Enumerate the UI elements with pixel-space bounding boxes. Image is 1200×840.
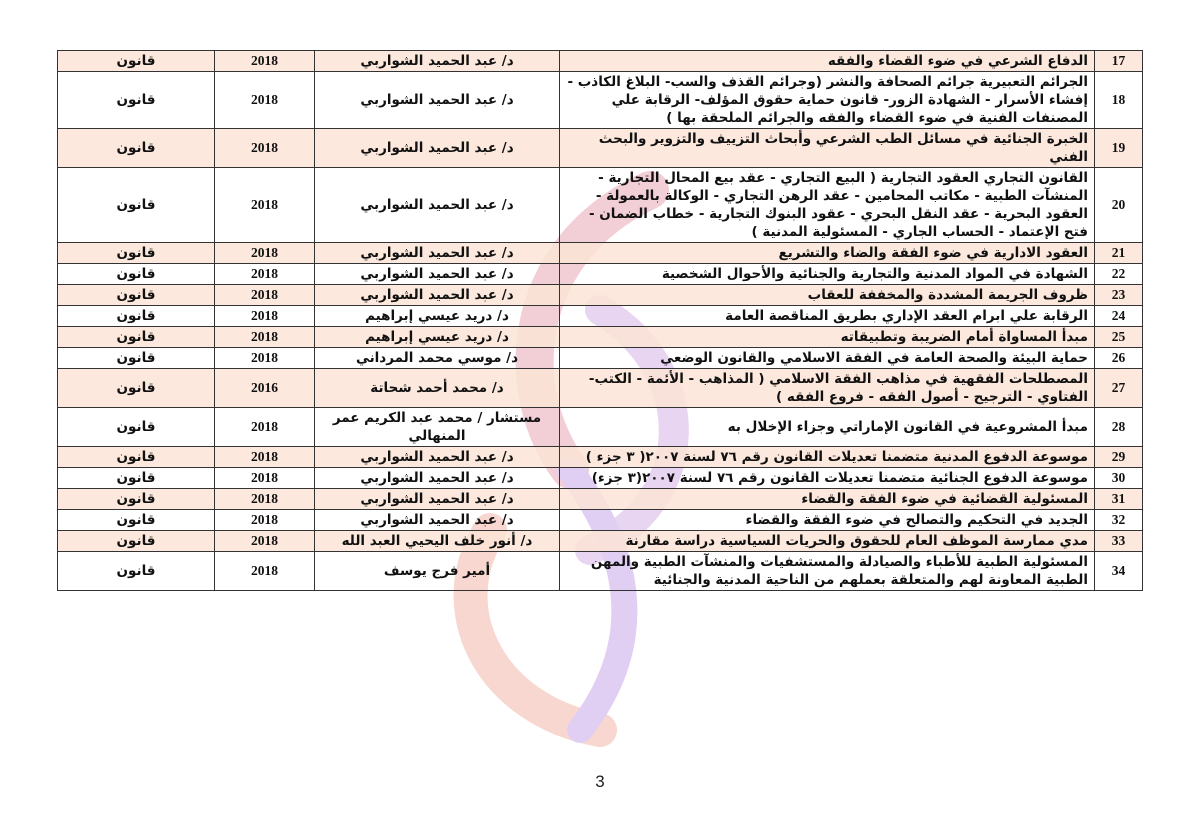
book-number-cell: 30	[1095, 468, 1143, 489]
book-category-cell: قانون	[58, 306, 215, 327]
book-number-cell: 20	[1095, 168, 1143, 243]
book-category-cell: قانون	[58, 531, 215, 552]
table-row	[58, 468, 1143, 489]
book-number-cell: 33	[1095, 531, 1143, 552]
book-author-cell: د/ عبد الحميد الشواربي	[315, 264, 560, 285]
table-row	[58, 447, 1143, 468]
book-category-cell: قانون	[58, 468, 215, 489]
book-year-cell: 2018	[215, 468, 315, 489]
book-author-cell: مستشار / محمد عبد الكريم عمر المنهالي	[315, 408, 560, 447]
book-author-cell: د/ عبد الحميد الشواربي	[315, 489, 560, 510]
book-category-cell: قانون	[58, 369, 215, 408]
book-author-cell: د/ عبد الحميد الشواربي	[315, 72, 560, 129]
book-number-cell: 34	[1095, 552, 1143, 591]
page-number: 3	[595, 772, 605, 791]
book-author-cell: د/ موسي محمد المرداني	[315, 348, 560, 369]
book-category-cell: قانون	[58, 168, 215, 243]
table-row	[58, 531, 1143, 552]
table-row	[58, 369, 1143, 408]
table-row	[58, 306, 1143, 327]
book-category-cell: قانون	[58, 51, 215, 72]
book-category-cell: قانون	[58, 243, 215, 264]
book-author-cell: د/ دريد عيسي إبراهيم	[315, 306, 560, 327]
book-title-cell: مبدأ المساواة أمام الضريبة وتطبيقاته	[560, 327, 1095, 348]
book-author-cell: د/ دريد عيسي إبراهيم	[315, 327, 560, 348]
book-year-cell: 2018	[215, 327, 315, 348]
book-number-cell: 23	[1095, 285, 1143, 306]
book-number-cell: 19	[1095, 129, 1143, 168]
book-year-cell: 2018	[215, 552, 315, 591]
book-author-cell: د/ عبد الحميد الشواربي	[315, 510, 560, 531]
table-row	[58, 552, 1143, 591]
table-row	[58, 510, 1143, 531]
book-year-cell: 2018	[215, 168, 315, 243]
book-title-cell: موسوعة الدفوع المدنية متضمنا تعديلات القانون رقم ٧٦ لسنة ٢٠٠٧( ٣ جزء )	[560, 447, 1095, 468]
book-category-cell: قانون	[58, 510, 215, 531]
book-author-cell: د/ عبد الحميد الشواربي	[315, 51, 560, 72]
book-author-cell: أمير فرج يوسف	[315, 552, 560, 591]
books-table	[57, 50, 1143, 591]
book-author-cell: د/ أنور خلف اليحيي العبد الله	[315, 531, 560, 552]
book-year-cell: 2018	[215, 51, 315, 72]
table-row	[58, 489, 1143, 510]
book-number-cell: 28	[1095, 408, 1143, 447]
book-year-cell: 2018	[215, 306, 315, 327]
book-title-cell: الرقابة علي ابرام العقد الإداري بطريق المناقصة العامة	[560, 306, 1095, 327]
book-category-cell: قانون	[58, 447, 215, 468]
table-row	[58, 327, 1143, 348]
book-title-cell: مبدأ المشروعية في القانون الإماراتي وجزاء الإخلال به	[560, 408, 1095, 447]
table-row	[58, 243, 1143, 264]
book-author-cell: د/ عبد الحميد الشواربي	[315, 468, 560, 489]
book-title-cell: موسوعة الدفوع الجنائية متضمنا تعديلات القانون رقم ٧٦ لسنة ٢٠٠٧(٣ جزء)	[560, 468, 1095, 489]
book-title-cell: المسئولية القضائية في ضوء الفقة والقضاء	[560, 489, 1095, 510]
book-category-cell: قانون	[58, 348, 215, 369]
book-year-cell: 2018	[215, 510, 315, 531]
book-number-cell: 26	[1095, 348, 1143, 369]
book-category-cell: قانون	[58, 129, 215, 168]
book-year-cell: 2016	[215, 369, 315, 408]
book-year-cell: 2018	[215, 264, 315, 285]
book-category-cell: قانون	[58, 72, 215, 129]
book-author-cell: د/ عبد الحميد الشواربي	[315, 129, 560, 168]
book-title-cell: العقود الادارية في ضوء الفقة والضاء والتشريع	[560, 243, 1095, 264]
book-category-cell: قانون	[58, 264, 215, 285]
book-number-cell: 29	[1095, 447, 1143, 468]
book-number-cell: 24	[1095, 306, 1143, 327]
book-number-cell: 27	[1095, 369, 1143, 408]
book-year-cell: 2018	[215, 408, 315, 447]
book-year-cell: 2018	[215, 447, 315, 468]
book-category-cell: قانون	[58, 489, 215, 510]
book-number-cell: 21	[1095, 243, 1143, 264]
table-row	[58, 408, 1143, 447]
book-author-cell: د/ عبد الحميد الشواربي	[315, 168, 560, 243]
book-number-cell: 18	[1095, 72, 1143, 129]
book-category-cell: قانون	[58, 285, 215, 306]
table-row	[58, 264, 1143, 285]
book-number-cell: 31	[1095, 489, 1143, 510]
book-title-cell: الدفاع الشرعي في ضوء القضاء والفقه	[560, 51, 1095, 72]
book-number-cell: 32	[1095, 510, 1143, 531]
book-title-cell: الجديد في التحكيم والتصالح في ضوء الفقة والقضاء	[560, 510, 1095, 531]
book-year-cell: 2018	[215, 489, 315, 510]
book-number-cell: 25	[1095, 327, 1143, 348]
book-category-cell: قانون	[58, 552, 215, 591]
table-row	[58, 129, 1143, 168]
book-year-cell: 2018	[215, 129, 315, 168]
table-row	[58, 285, 1143, 306]
book-title-cell: الشهادة في المواد المدنية والتجارية والجنائية والأحوال الشخصية	[560, 264, 1095, 285]
book-author-cell: د/ عبد الحميد الشواربي	[315, 447, 560, 468]
book-title-cell: حماية البيئة والصحة العامة في الفقة الاسلامي والقانون الوضعي	[560, 348, 1095, 369]
book-author-cell: د/ محمد أحمد شحاتة	[315, 369, 560, 408]
book-number-cell: 17	[1095, 51, 1143, 72]
book-title-cell: القانون التجاري العقود التجارية ( البيع التجاري - عقد بيع المحال التجارية - المنشآت الطبية - مكاتب المحامين - عقد الرهن التجاري - الوكالة بالعمولة - العقود البحرية - عقد النقل البحري - عقود البنوك التجارية - خطاب الضمان - فتح الإعتماد - الحساب الجاري - المسئولية المدنية )	[560, 168, 1095, 243]
book-title-cell: مدي ممارسة الموظف العام للحقوق والحريات السياسية دراسة مقارنة	[560, 531, 1095, 552]
book-year-cell: 2018	[215, 72, 315, 129]
book-year-cell: 2018	[215, 285, 315, 306]
book-year-cell: 2018	[215, 348, 315, 369]
book-title-cell: الخبرة الجنائية في مسائل الطب الشرعي وأبحاث التزييف والتزوير والبحث الفني	[560, 129, 1095, 168]
book-title-cell: المسئولية الطبية للأطباء والصيادلة والمستشفيات والمنشآت الطبية والمهن الطبية المعاونة لهم والمتعلقة بعملهم من الناحية المدنية والجنائية	[560, 552, 1095, 591]
book-number-cell: 22	[1095, 264, 1143, 285]
book-year-cell: 2018	[215, 531, 315, 552]
table-row	[58, 72, 1143, 129]
book-title-cell: الجرائم التعبيرية جرائم الصحافة والنشر (وجرائم القذف والسب- البلاغ الكاذب - إفشاء الأسرار - الشهادة الزور- قانون حماية حقوق المؤلف- الرقابة علي المصنفات الفنية في ضوء القضاء والفقه والجرائم الملحقة بها )	[560, 72, 1095, 129]
table-row	[58, 51, 1143, 72]
book-title-cell: ظروف الجريمة المشددة والمخففة للعقاب	[560, 285, 1095, 306]
book-year-cell: 2018	[215, 243, 315, 264]
book-category-cell: قانون	[58, 327, 215, 348]
book-title-cell: المصطلحات الفقهية في مذاهب الفقة الاسلامي ( المذاهب - الأئمة - الكتب- الفتاوي - الترجيح - أصول الفقه - فروع الفقه )	[560, 369, 1095, 408]
table-row	[58, 348, 1143, 369]
table-row	[58, 168, 1143, 243]
book-category-cell: قانون	[58, 408, 215, 447]
book-author-cell: د/ عبد الحميد الشواربي	[315, 285, 560, 306]
book-author-cell: د/ عبد الحميد الشواربي	[315, 243, 560, 264]
